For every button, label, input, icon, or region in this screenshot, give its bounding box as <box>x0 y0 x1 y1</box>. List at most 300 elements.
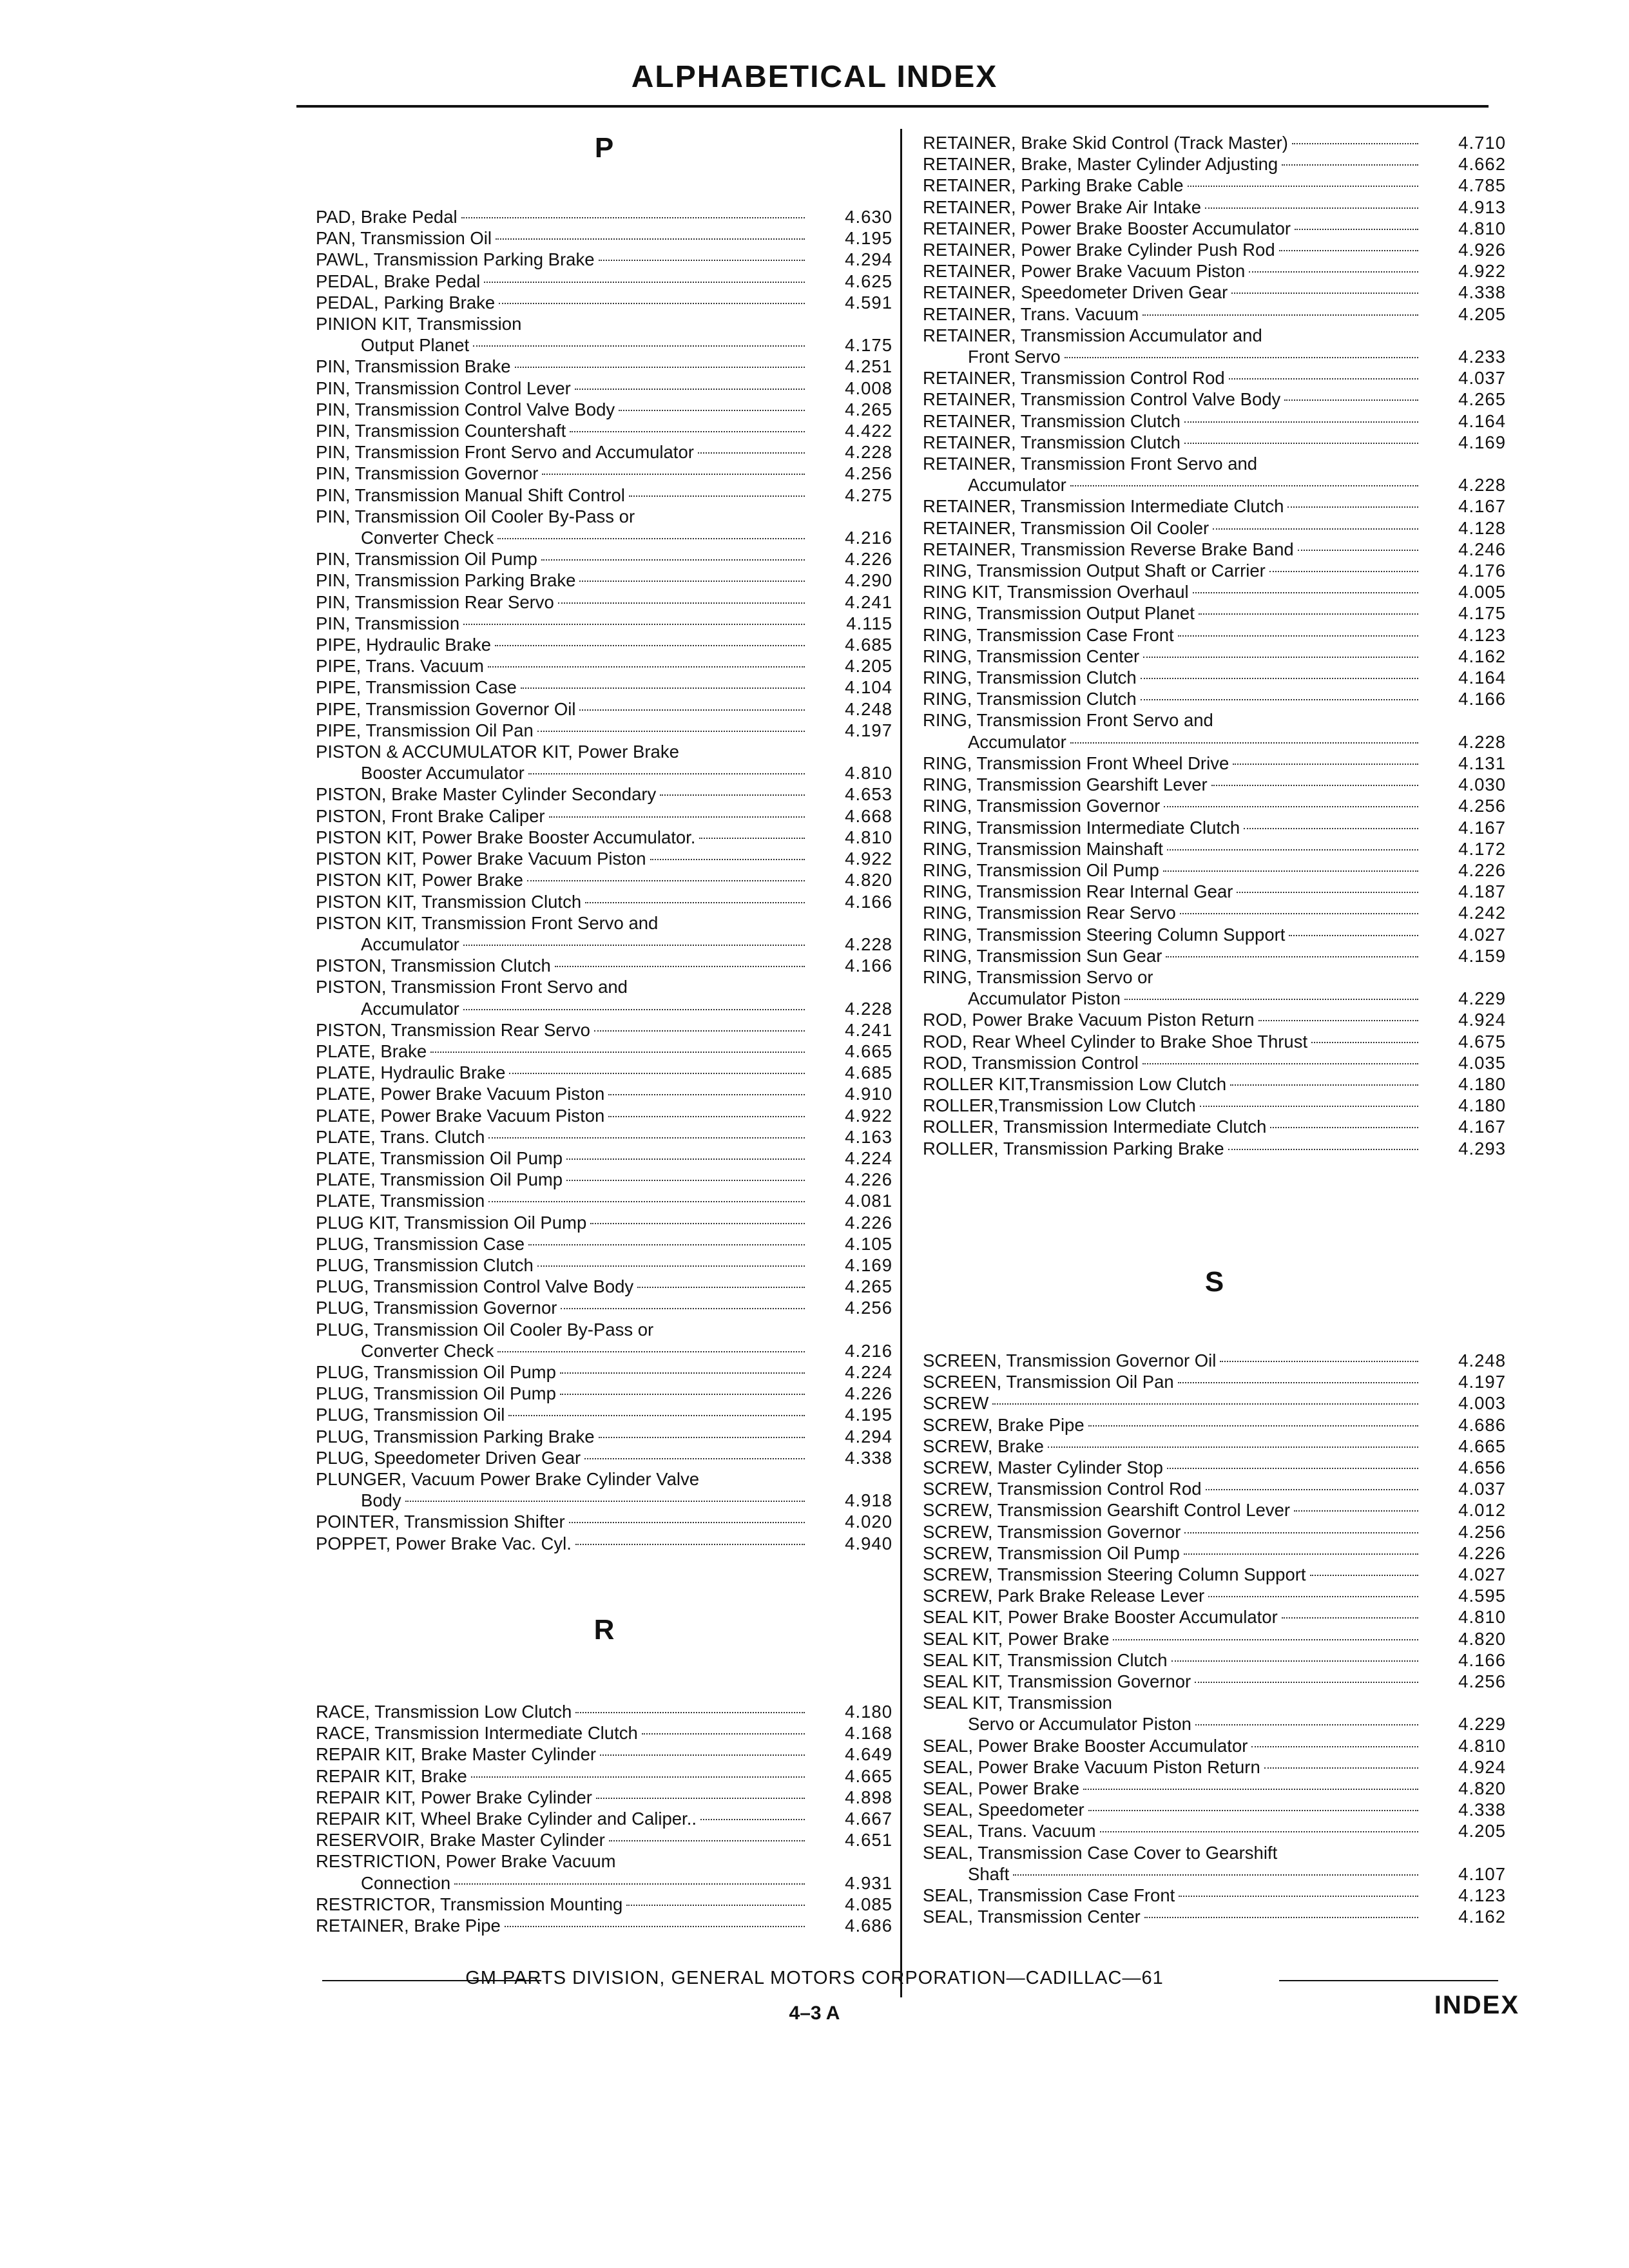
index-entry-page: 4.675 <box>1458 1031 1506 1052</box>
index-entry <box>316 506 892 527</box>
index-entry <box>923 1350 1506 1371</box>
dot-leader <box>1113 1639 1418 1640</box>
dot-leader <box>1167 849 1418 850</box>
index-entry <box>923 1499 1506 1521</box>
index-entry-name: PLATE, Power Brake Vacuum Piston <box>316 1105 605 1126</box>
index-list-p <box>316 206 892 1554</box>
index-entry-page: 4.256 <box>845 463 892 484</box>
index-entry <box>316 1468 892 1490</box>
index-entry-page: 4.656 <box>1458 1457 1506 1478</box>
index-entry-name: PIPE, Transmission Case <box>316 677 517 698</box>
dot-leader <box>1208 1596 1418 1597</box>
dot-leader <box>1269 571 1418 572</box>
index-entry-name: SEAL KIT, Transmission Governor <box>923 1671 1191 1692</box>
index-entry <box>316 1019 892 1041</box>
index-entry <box>923 1414 1506 1436</box>
index-entry-name: RING, Transmission Gearshift Lever <box>923 774 1208 795</box>
index-entry-page: 4.131 <box>1458 753 1506 773</box>
dot-leader <box>473 345 805 347</box>
dot-leader <box>1310 1575 1418 1576</box>
index-entry <box>923 410 1506 432</box>
dot-leader <box>1237 892 1418 893</box>
index-entry-page: 4.256 <box>845 1298 892 1318</box>
index-entry-page: 4.294 <box>845 249 892 270</box>
index-entry <box>316 420 892 441</box>
index-entry-name: PIN, Transmission <box>316 613 460 633</box>
index-entry-page: 4.338 <box>845 1447 892 1468</box>
index-entry <box>316 1787 892 1808</box>
index-entry-page: 4.037 <box>1458 1479 1506 1499</box>
index-entry <box>923 1585 1506 1606</box>
index-entry-name: PLUG, Transmission Oil Cooler By-Pass or <box>316 1319 654 1340</box>
dot-leader <box>1100 1831 1418 1832</box>
index-entry <box>923 132 1506 153</box>
index-entry <box>923 1713 1506 1735</box>
index-entry-page: 4.248 <box>845 698 892 719</box>
dot-leader <box>1213 528 1418 530</box>
dot-leader <box>527 880 805 881</box>
dot-leader <box>1070 742 1418 744</box>
index-entry-page: 4.172 <box>1458 838 1506 859</box>
index-entry-name: SCREW, Brake Pipe <box>923 1414 1084 1435</box>
index-entry-page: 4.228 <box>845 934 892 954</box>
dot-leader <box>1231 293 1418 294</box>
index-entry <box>923 175 1506 196</box>
index-entry-page: 4.820 <box>1458 1778 1506 1799</box>
index-entry-name: RETAINER, Power Brake Air Intake <box>923 197 1201 217</box>
index-entry-page: 4.226 <box>1458 860 1506 880</box>
dot-leader <box>1200 1106 1418 1107</box>
index-entry <box>316 378 892 399</box>
dot-leader <box>537 1265 805 1267</box>
index-entry <box>316 1533 892 1554</box>
index-entry-name: RING, Transmission Sun Gear <box>923 945 1162 966</box>
left-column-r <box>316 1611 892 1936</box>
dot-leader <box>599 260 805 261</box>
index-entry-name: REPAIR KIT, Brake Master Cylinder <box>316 1744 597 1765</box>
index-entry-name: SEAL KIT, Power Brake Booster Accumulator <box>923 1607 1278 1628</box>
dot-leader <box>1048 1446 1418 1448</box>
index-list-s <box>923 1350 1506 1927</box>
dot-leader <box>1251 1746 1418 1747</box>
dot-leader <box>570 431 805 432</box>
index-entry-name: RING, Transmission Clutch <box>923 668 1137 688</box>
index-entry <box>316 1276 892 1297</box>
dot-leader <box>1193 592 1418 593</box>
index-entry-name: PIN, Transmission Parking Brake <box>316 570 576 591</box>
index-entry-name: PLUG, Transmission Governor <box>316 1298 557 1318</box>
dot-leader <box>1142 1063 1418 1064</box>
index-entry-name: PIN, Transmission Oil Cooler By-Pass or <box>316 506 635 526</box>
index-entry-page: 4.166 <box>845 956 892 976</box>
index-entry-name: RETAINER, Transmission Oil Cooler <box>923 517 1210 538</box>
index-entry <box>923 646 1506 667</box>
index-entry-page: 4.195 <box>845 228 892 249</box>
dot-leader <box>1088 1425 1418 1427</box>
index-entry-page: 4.037 <box>1458 368 1506 389</box>
index-entry-page: 4.216 <box>845 1340 892 1361</box>
dot-leader <box>1088 1810 1418 1811</box>
index-entry-name: PIN, Transmission Front Servo and Accumulator <box>316 442 694 463</box>
index-entry <box>316 976 892 997</box>
dot-leader <box>1229 378 1418 380</box>
index-entry <box>316 206 892 227</box>
index-entry-page: 4.229 <box>1458 988 1506 1009</box>
dot-leader <box>1144 1917 1418 1918</box>
index-entry <box>923 474 1506 495</box>
dot-leader <box>1167 1468 1418 1469</box>
index-entry-page: 4.197 <box>845 720 892 740</box>
index-list-r <box>316 1701 892 1936</box>
index-entry <box>923 432 1506 453</box>
dot-leader <box>496 238 805 240</box>
index-entry <box>316 356 892 377</box>
index-entry-name: RETAINER, Transmission Clutch <box>923 432 1181 452</box>
index-entry-name: RING, Transmission Steering Column Support <box>923 924 1286 945</box>
dot-leader <box>1289 935 1418 936</box>
index-entry-name: PLATE, Transmission <box>316 1191 485 1211</box>
index-entry <box>923 153 1506 175</box>
index-entry-page: 4.205 <box>845 656 892 677</box>
index-entry <box>316 1894 892 1915</box>
dot-leader <box>484 282 805 283</box>
index-entry-name: PLUG, Transmission Oil Pump <box>316 1361 556 1382</box>
index-entry-name: ROD, Rear Wheel Cylinder to Brake Shoe Thrust <box>923 1031 1308 1052</box>
dot-leader <box>1141 678 1418 679</box>
index-entry <box>923 1564 1506 1585</box>
dot-leader <box>560 1372 805 1374</box>
index-entry <box>316 1319 892 1340</box>
index-entry-page: 4.338 <box>1458 282 1506 303</box>
index-entry-name: RETAINER, Brake Pipe <box>316 1916 501 1936</box>
index-entry-page: 4.820 <box>845 870 892 890</box>
index-entry <box>923 1138 1506 1159</box>
index-entry-page: 4.810 <box>1458 218 1506 238</box>
index-entry <box>923 1842 1506 1863</box>
index-entry-name: RETAINER, Trans. Vacuum <box>923 303 1139 324</box>
index-entry-name: SCREW, Transmission Gearshift Control Lever <box>923 1500 1291 1521</box>
index-entry-page: 4.810 <box>1458 1607 1506 1628</box>
index-entry-page: 4.913 <box>1458 197 1506 217</box>
index-entry-page: 4.197 <box>1458 1372 1506 1392</box>
index-entry <box>923 1095 1506 1116</box>
dot-leader <box>660 794 805 796</box>
index-entry <box>923 1820 1506 1841</box>
index-entry-name: PLUG, Speedometer Driven Gear <box>316 1447 581 1468</box>
index-entry-page: 4.226 <box>845 549 892 570</box>
index-entry <box>316 1254 892 1276</box>
index-entry-name: SCREW <box>923 1393 989 1414</box>
dot-leader <box>608 1094 805 1095</box>
index-entry <box>316 1426 892 1447</box>
dot-leader <box>650 859 805 860</box>
index-entry <box>923 389 1506 410</box>
index-entry <box>316 399 892 420</box>
dot-leader <box>1270 1127 1418 1128</box>
index-entry-page: 4.924 <box>1458 1010 1506 1030</box>
index-entry-page: 4.164 <box>1458 410 1506 431</box>
index-entry <box>316 1126 892 1148</box>
index-entry-page: 4.922 <box>845 1105 892 1126</box>
index-entry <box>923 945 1506 966</box>
index-entry-name: ROLLER, Transmission Intermediate Clutch <box>923 1117 1267 1137</box>
index-entry <box>923 602 1506 624</box>
index-entry-name: RETAINER, Brake Skid Control (Track Master) <box>923 133 1288 153</box>
index-entry <box>316 1383 892 1404</box>
dot-leader <box>699 838 805 839</box>
dot-leader <box>454 1883 805 1885</box>
index-entry-name: RING, Transmission Front Servo and <box>923 710 1213 731</box>
page-number: 4–3 A <box>789 2003 840 2024</box>
index-entry <box>316 271 892 292</box>
dot-leader <box>1195 1724 1418 1725</box>
index-entry-name: RING, Transmission Mainshaft <box>923 838 1163 859</box>
index-entry-page: 4.168 <box>845 1723 892 1744</box>
index-entry <box>316 1490 892 1511</box>
index-entry <box>923 1649 1506 1671</box>
index-entry <box>316 1190 892 1211</box>
index-entry-page: 4.256 <box>1458 1671 1506 1692</box>
index-entry-page: 4.166 <box>1458 1649 1506 1670</box>
index-entry-name: RACE, Transmission Low Clutch <box>316 1702 572 1722</box>
index-entry-name: PIN, Transmission Countershaft <box>316 421 566 441</box>
index-entry-name: SCREW, Transmission Steering Column Support <box>923 1564 1306 1585</box>
dot-leader <box>1180 913 1418 914</box>
index-entry <box>923 1542 1506 1564</box>
index-entry <box>316 313 892 334</box>
dot-leader <box>430 1052 805 1053</box>
dot-leader <box>626 1905 805 1906</box>
index-entry-name: RETAINER, Brake, Master Cylinder Adjusting <box>923 154 1278 175</box>
index-entry-page: 4.005 <box>1458 582 1506 602</box>
index-entry-page: 4.233 <box>1458 347 1506 367</box>
dot-leader <box>1230 1084 1418 1086</box>
index-entry-page: 4.175 <box>845 335 892 356</box>
dot-leader <box>537 731 805 732</box>
index-entry <box>923 1031 1506 1052</box>
dot-leader <box>555 966 805 967</box>
index-entry-name: SEAL, Trans. Vacuum <box>923 1821 1096 1841</box>
index-entry-name: PISTON KIT, Transmission Clutch <box>316 891 582 912</box>
index-entry-name: PISTON, Transmission Clutch <box>316 956 551 976</box>
index-entry-page: 4.918 <box>845 1490 892 1511</box>
index-entry-page: 4.027 <box>1458 1564 1506 1585</box>
dot-leader <box>1142 314 1418 316</box>
index-entry <box>316 1808 892 1829</box>
index-entry-name: PISTON KIT, Transmission Front Servo and <box>316 912 659 933</box>
index-entry <box>923 1692 1506 1713</box>
index-entry-page: 4.205 <box>1458 1821 1506 1841</box>
index-entry-page: 4.205 <box>1458 303 1506 324</box>
index-entry-name: ROLLER,Transmission Low Clutch <box>923 1095 1196 1116</box>
index-entry-page: 4.105 <box>845 1233 892 1254</box>
index-entry <box>316 1361 892 1383</box>
index-entry-name: PIN, Transmission Brake <box>316 356 511 377</box>
dot-leader <box>1163 870 1418 872</box>
index-entry-page: 4.180 <box>1458 1073 1506 1094</box>
index-entry <box>316 227 892 249</box>
dot-leader <box>1244 828 1418 829</box>
index-entry-page: 4.008 <box>845 378 892 398</box>
index-entry <box>923 988 1506 1009</box>
index-entry <box>923 1457 1506 1478</box>
index-entry-page: 4.242 <box>1458 903 1506 923</box>
index-entry-page: 4.665 <box>845 1765 892 1786</box>
dot-leader <box>497 1351 805 1352</box>
index-entry-name: PLATE, Transmission Oil Pump <box>316 1169 563 1190</box>
index-entry-page: 4.898 <box>845 1787 892 1807</box>
index-entry-name: PISTON & ACCUMULATOR KIT, Power Brake <box>316 742 679 762</box>
index-entry-name: RING, Transmission Front Wheel Drive <box>923 753 1229 773</box>
index-entry-name: PLUNGER, Vacuum Power Brake Cylinder Valve <box>316 1468 700 1489</box>
index-entry-page: 4.251 <box>845 356 892 377</box>
dot-leader <box>585 902 805 903</box>
index-entry-page: 4.226 <box>845 1169 892 1190</box>
index-entry <box>923 346 1506 367</box>
index-entry-name: SEAL KIT, Transmission <box>923 1693 1112 1713</box>
index-entry-page: 4.228 <box>845 442 892 463</box>
index-entry-name: RETAINER, Transmission Control Valve Body <box>923 389 1281 410</box>
index-entry <box>923 731 1506 753</box>
index-entry-name: PINION KIT, Transmission <box>316 314 522 334</box>
index-entry-name: Converter Check <box>361 1340 494 1361</box>
index-entry <box>316 463 892 484</box>
index-entry-name: SEAL, Transmission Case Cover to Gearshift <box>923 1842 1278 1863</box>
index-entry-page: 4.422 <box>845 421 892 441</box>
dot-leader <box>992 1403 1418 1405</box>
dot-leader <box>1179 1896 1418 1897</box>
dot-leader <box>575 1544 805 1545</box>
dot-leader <box>1264 1767 1418 1769</box>
index-entry-page: 4.653 <box>845 784 892 805</box>
index-entry <box>316 1297 892 1318</box>
index-entry-page: 4.166 <box>1458 689 1506 709</box>
index-entry <box>316 1872 892 1894</box>
index-entry-page: 4.810 <box>1458 1735 1506 1756</box>
index-entry-name: POPPET, Power Brake Vac. Cyl. <box>316 1533 572 1553</box>
index-entry <box>923 1371 1506 1392</box>
index-entry-name: Servo or Accumulator Piston <box>968 1714 1191 1735</box>
index-entry <box>923 239 1506 260</box>
dot-leader <box>1279 250 1418 251</box>
index-entry-name: SCREW, Transmission Control Rod <box>923 1479 1202 1499</box>
index-entry <box>923 1478 1506 1499</box>
letter-heading-p: P <box>594 132 614 164</box>
dot-leader <box>461 217 805 218</box>
index-entry-name: PLATE, Trans. Clutch <box>316 1126 485 1147</box>
dot-leader <box>575 389 805 390</box>
dot-leader <box>1164 806 1418 807</box>
index-entry <box>316 1148 892 1169</box>
dot-leader <box>566 1158 805 1160</box>
dot-leader <box>1166 956 1418 957</box>
dot-leader <box>590 1223 805 1224</box>
index-entry-name: PLATE, Power Brake Vacuum Piston <box>316 1084 605 1104</box>
dot-leader <box>1184 1532 1418 1533</box>
index-entry-name: RESTRICTOR, Transmission Mounting <box>316 1894 623 1914</box>
index-entry <box>316 869 892 890</box>
index-entry-page: 4.685 <box>845 1062 892 1083</box>
index-entry-name: RING, Transmission Rear Servo <box>923 903 1176 923</box>
index-entry <box>923 581 1506 602</box>
index-entry-name: REPAIR KIT, Power Brake Cylinder <box>316 1787 592 1807</box>
index-entry <box>923 881 1506 902</box>
index-entry <box>316 1083 892 1104</box>
index-entry-name: SEAL, Transmission Case Front <box>923 1885 1175 1906</box>
index-entry-page: 4.926 <box>1458 240 1506 260</box>
index-entry <box>923 495 1506 517</box>
index-entry-name: RETAINER, Transmission Intermediate Clutch <box>923 496 1284 517</box>
index-entry-page: 4.169 <box>845 1254 892 1275</box>
index-entry-name: PISTON, Brake Master Cylinder Secondary <box>316 784 657 805</box>
index-entry-name: ROD, Transmission Control <box>923 1052 1139 1073</box>
dot-leader <box>1178 1382 1418 1383</box>
index-entry <box>923 197 1506 218</box>
dot-leader <box>528 773 805 774</box>
dot-leader <box>1184 421 1418 423</box>
index-entry-page: 4.104 <box>845 677 892 698</box>
index-entry <box>316 1829 892 1850</box>
index-entry-name: SEAL KIT, Transmission Clutch <box>923 1649 1168 1670</box>
index-entry-name: RING, Transmission Output Planet <box>923 603 1195 624</box>
dot-leader <box>584 1458 805 1459</box>
index-entry-page: 4.162 <box>1458 1907 1506 1927</box>
index-entry <box>923 902 1506 923</box>
index-entry-name: Connection <box>361 1872 451 1893</box>
index-entry-name: RETAINER, Transmission Accumulator and <box>923 325 1262 345</box>
footer-text: GM PARTS DIVISION, GENERAL MOTORS CORPORATION—CADILLAC—61 <box>465 1968 1164 1988</box>
dot-leader <box>1184 1553 1418 1555</box>
index-entry-name: PLUG, Transmission Case <box>316 1233 525 1254</box>
index-entry-name: REPAIR KIT, Brake <box>316 1765 467 1786</box>
dot-leader <box>1065 357 1418 358</box>
dot-leader <box>579 581 805 582</box>
dot-leader <box>509 1073 805 1074</box>
index-entry-page: 4.176 <box>1458 561 1506 581</box>
index-entry-page: 4.027 <box>1458 924 1506 945</box>
index-entry <box>316 805 892 827</box>
index-entry-page: 4.115 <box>846 613 892 633</box>
dot-leader <box>488 1201 805 1202</box>
index-entry <box>316 762 892 783</box>
index-entry-name: RING, Transmission Servo or <box>923 966 1153 987</box>
index-entry-page: 4.265 <box>845 1276 892 1297</box>
index-entry-name: PLUG, Transmission Oil <box>316 1405 505 1425</box>
dot-leader <box>1083 1789 1418 1790</box>
index-entry <box>316 1744 892 1765</box>
index-entry-name: RETAINER, Transmission Control Rod <box>923 368 1225 389</box>
index-entry-name: RETAINER, Power Brake Vacuum Piston <box>923 261 1246 282</box>
index-entry-name: PIPE, Hydraulic Brake <box>316 635 492 655</box>
index-entry-page: 4.167 <box>1458 817 1506 838</box>
index-entry <box>316 249 892 270</box>
index-entry-name: RING, Transmission Intermediate Clutch <box>923 817 1240 838</box>
index-entry <box>923 1885 1506 1906</box>
index-entry-name: SEAL, Power Brake <box>923 1778 1080 1799</box>
index-entry <box>316 677 892 698</box>
index-entry <box>316 741 892 762</box>
index-entry-page: 4.668 <box>845 805 892 826</box>
index-entry-name: RETAINER, Power Brake Cylinder Push Rod <box>923 240 1275 260</box>
index-entry-page: 4.910 <box>845 1084 892 1104</box>
dot-leader <box>1195 1682 1418 1683</box>
index-entry <box>923 1052 1506 1073</box>
index-entry-page: 4.591 <box>845 292 892 312</box>
index-entry <box>923 218 1506 239</box>
column-divider <box>900 129 902 1997</box>
index-entry <box>316 912 892 934</box>
index-entry-page: 4.275 <box>845 485 892 505</box>
